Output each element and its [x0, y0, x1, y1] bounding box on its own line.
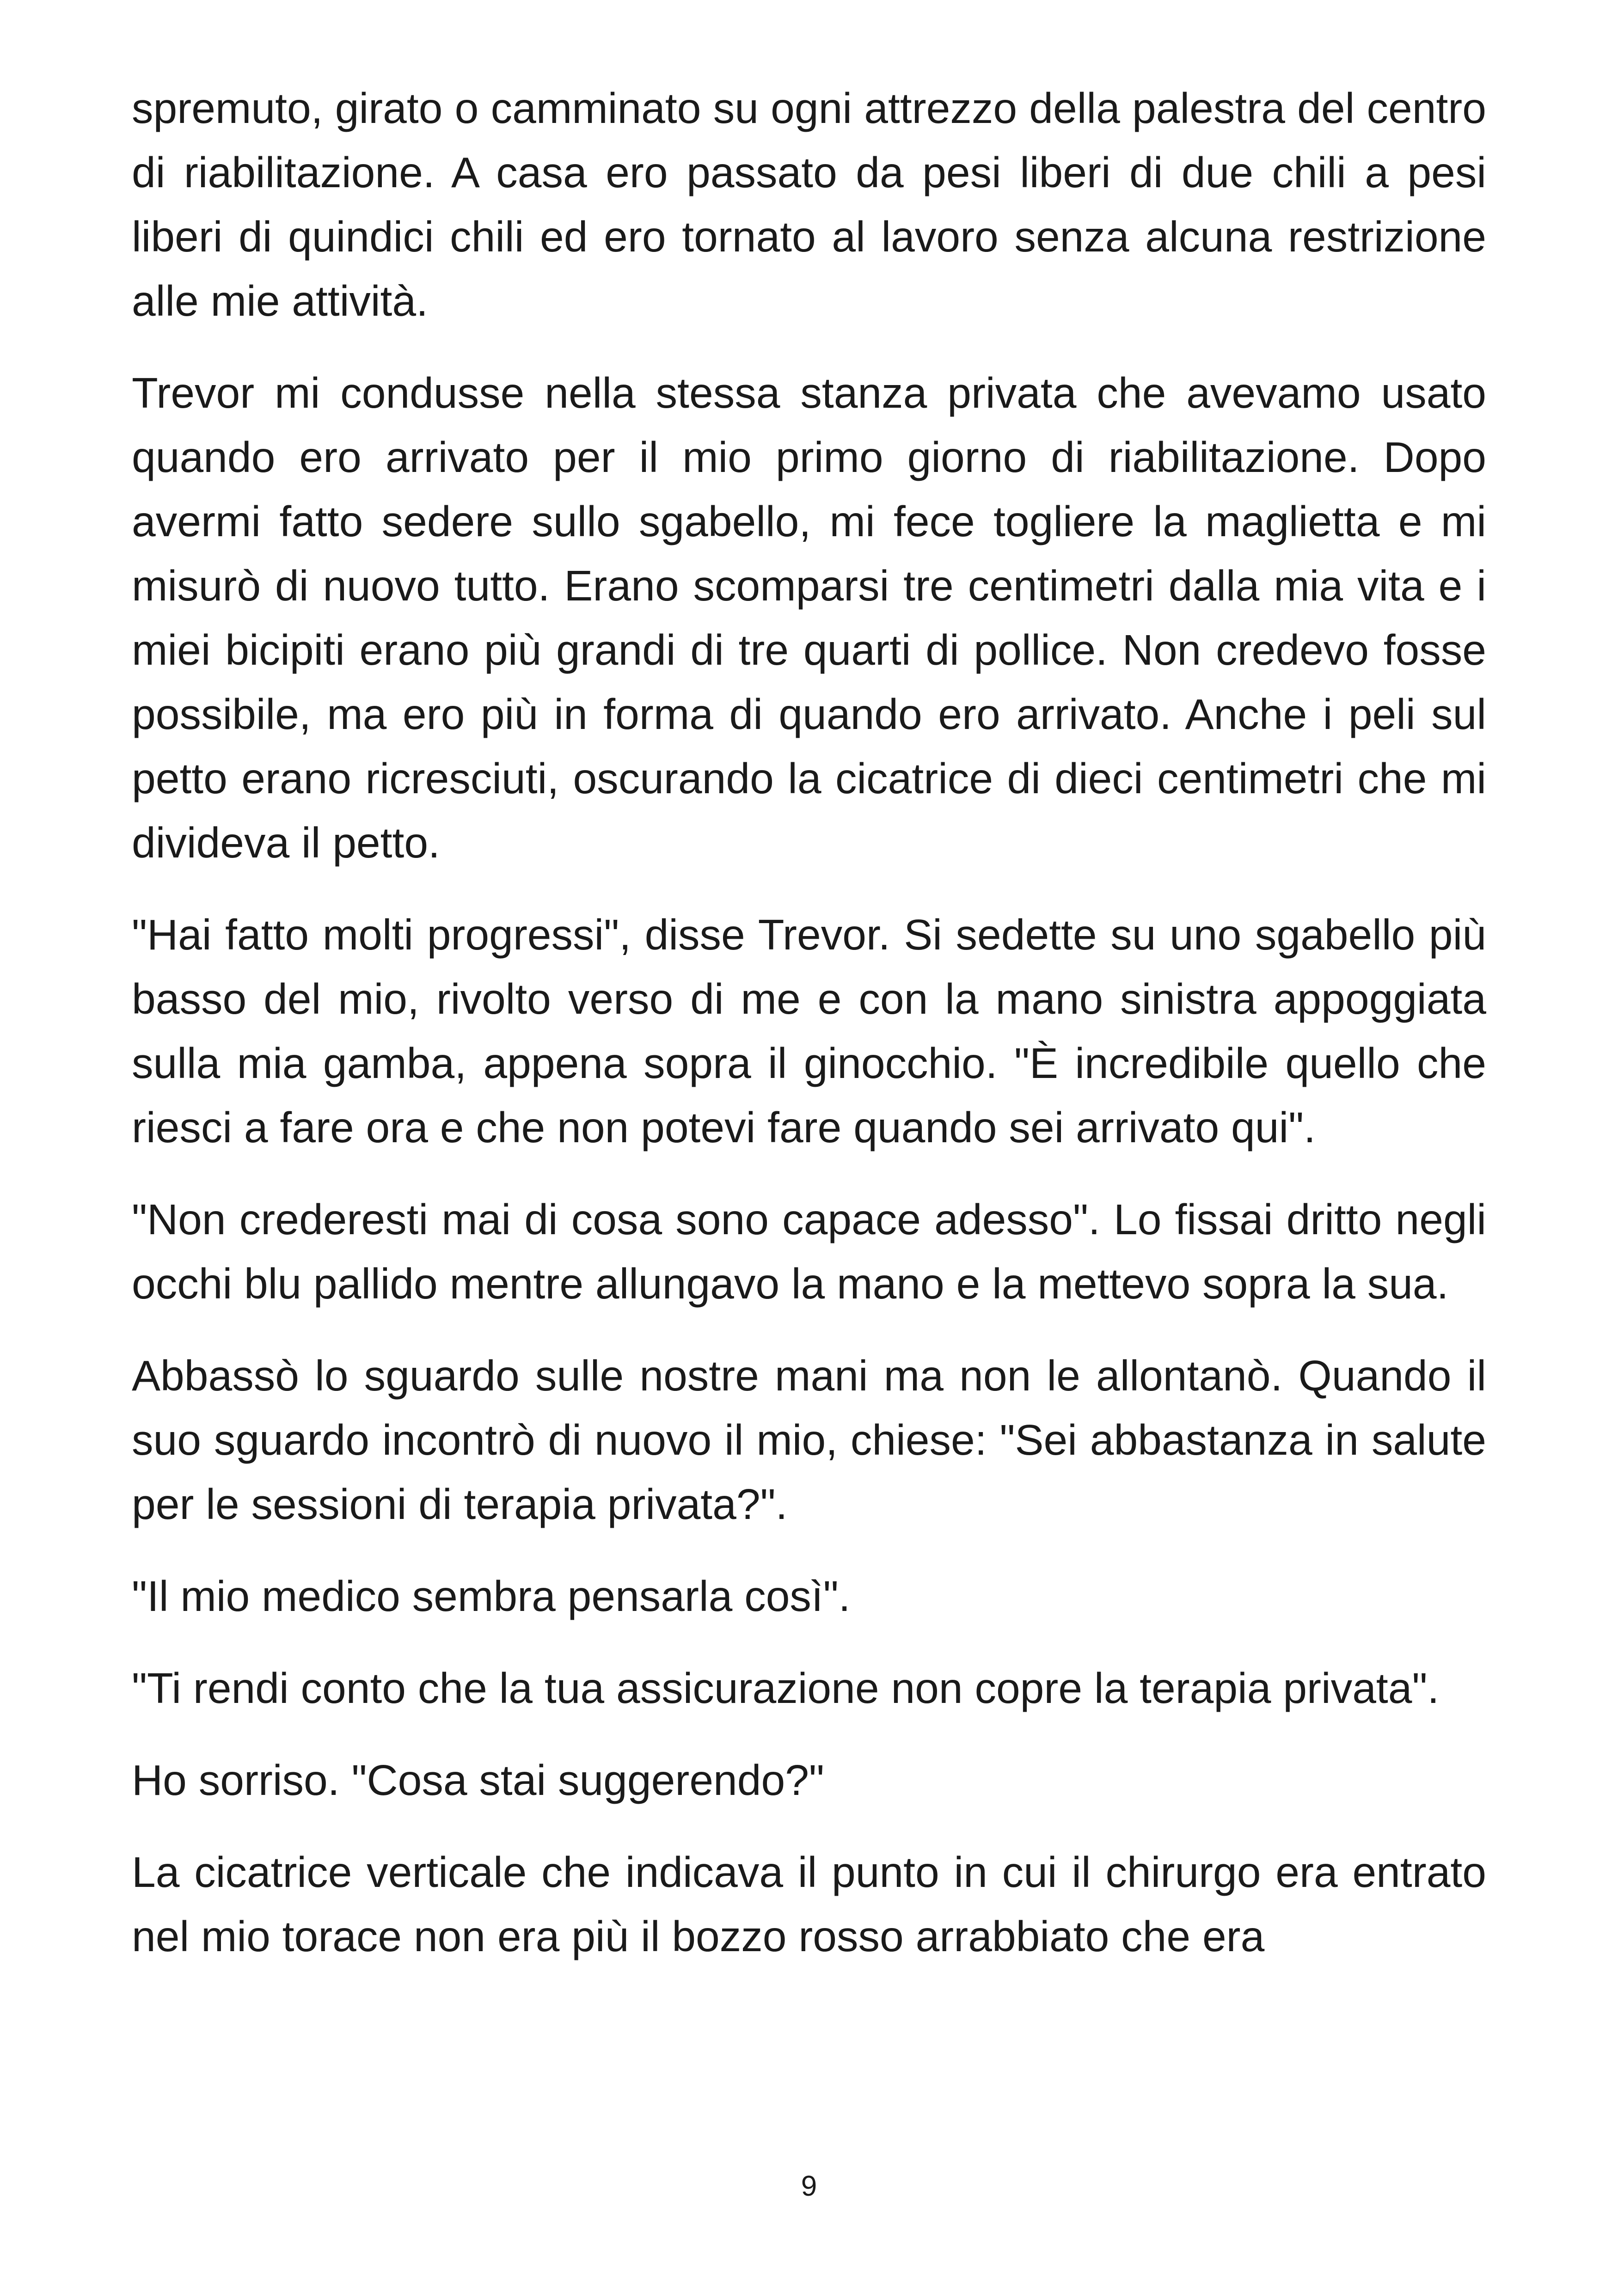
paragraph-2: Trevor mi condusse nella stessa stanza privata che avevamo usato quando ero arrivato per il mio primo giorno di riabilitazione. Dopo avermi fatto sedere sullo sgabello, mi fece togliere la maglietta e mi misurò di nuovo tutto. Erano scomparsi tre centimetri dalla mia vita e i miei bicipiti erano più grandi di tre quarti di pollice. Non credevo fosse possibile, ma ero più in forma di quando ero arrivato. Anche i peli sul petto erano ricresciuti, oscurando la cicatrice di dieci centimetri che mi divideva il petto. — [132, 369, 1486, 867]
body-text — [132, 76, 1486, 1996]
paragraph-5: Abbassò lo sguardo sulle nostre mani ma non le allontanò. Quando il suo sguardo incontrò di nuovo il mio, chiese: "Sei abbastanza in salute per le sessioni di terapia privata?". — [132, 1352, 1486, 1528]
paragraph-7: "Ti rendi conto che la tua assicurazione non copre la terapia privata". — [132, 1664, 1440, 1712]
page-number: 9 — [801, 2170, 817, 2202]
paragraph-8: Ho sorriso. "Cosa stai suggerendo?" — [132, 1756, 824, 1804]
paragraph-9: La cicatrice verticale che indicava il punto in cui il chirurgo era entrato nel mio torace non era più il bozzo rosso arrabbiato che era — [132, 1848, 1486, 1960]
paragraph-3: "Hai fatto molti progressi", disse Trevor. Si sedette su uno sgabello più basso del mio, rivolto verso di me e con la mano sinistra appoggiata sulla mia gamba, appena sopra il ginocchio. "È incredibile quello che riesci a fare ora e che non potevi fare quando sei arrivato qui". — [132, 911, 1486, 1151]
paragraph-6: "Il mio medico sembra pensarla così". — [132, 1572, 851, 1620]
paragraph-1: spremuto, girato o camminato su ogni attrezzo della palestra del centro di riabilitazione. A casa ero passato da pesi liberi di due chili a pesi liberi di quindici chili ed ero tornato al lavoro senza alcuna restrizione alle mie attività. — [132, 84, 1486, 325]
paragraph-4: "Non crederesti mai di cosa sono capace adesso". Lo fissai dritto negli occhi blu pallido mentre allungavo la mano e la mettevo sopra la sua. — [132, 1195, 1486, 1308]
